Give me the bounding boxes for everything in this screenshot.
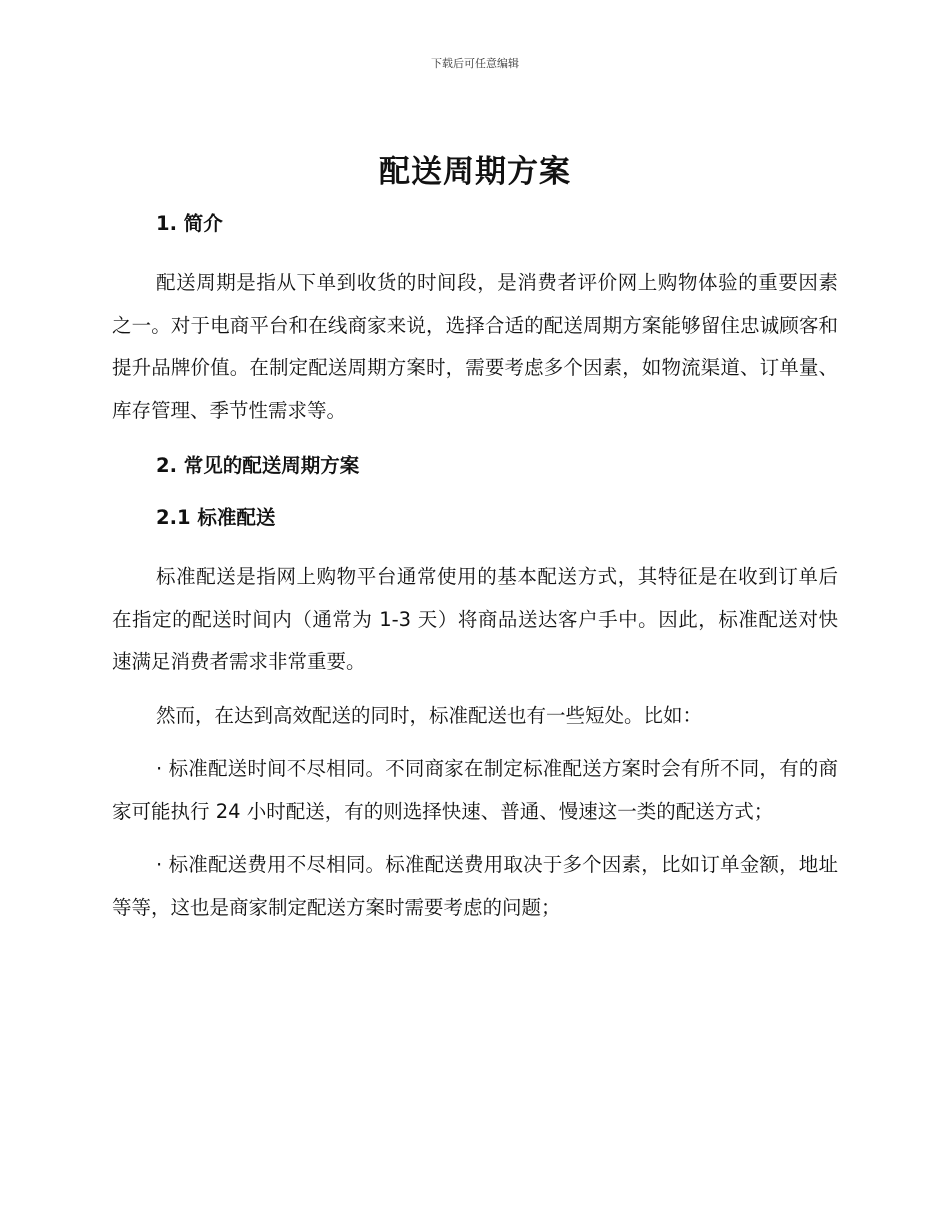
section-1-paragraph: 配送周期是指从下单到收货的时间段，是消费者评价网上购物体验的重要因素之一。对于电商平台和在线商家来说，选择合适的配送周期方案能够留住忠诚顾客和提升品牌价值。在制定配送周期方案时，需要考虑多个因素，如物流渠道、订单量、库存管理、季节性需求等。 — [112, 271, 838, 422]
section-2-1-paragraph-2: 然而，在达到高效配送的同时，标准配送也有一些短处。比如： — [156, 703, 703, 727]
page-header-note: 下载后可任意编辑 — [431, 57, 519, 70]
section-1-heading: 1. 简介 — [156, 212, 223, 235]
bullet-item-2: · 标准配送费用不尽相同。标准配送费用取决于多个因素，比如订单金额，地址等等，这也是商家制定配送方案时需要考虑的问题； — [112, 853, 838, 919]
section-2-heading: 2. 常见的配送周期方案 — [156, 454, 360, 477]
document-title: 配送周期方案 — [379, 154, 571, 190]
section-2-1-heading: 2.1 标准配送 — [156, 506, 276, 529]
document-body — [112, 150, 838, 940]
bullet-item-1: · 标准配送时间不尽相同。不同商家在制定标准配送方案时会有所不同，有的商家可能执行 24 小时配送，有的则选择快速、普通、慢速这一类的配送方式； — [112, 757, 838, 823]
section-2-1-paragraph: 标准配送是指网上购物平台通常使用的基本配送方式，其特征是在收到订单后在指定的配送时间内（通常为 1-3 天）将商品送达客户手中。因此，标准配送对快速满足消费者需求非常重要。 — [112, 565, 838, 673]
